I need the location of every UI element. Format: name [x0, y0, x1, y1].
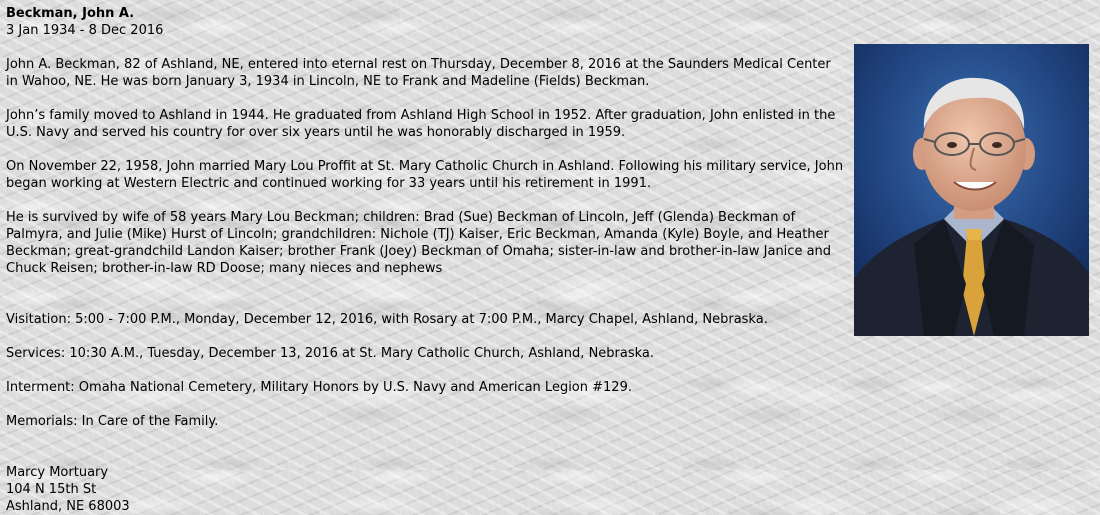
obituary-paragraph-family-history: John’s family moved to Ashland in 1944. He graduated from Ashland High School in 1952. After graduation, John enlisted in the U.S. Navy and served his country for over six years until he was honorably discharged in 1959.: [6, 108, 836, 140]
obituary-paragraph-marriage: On November 22, 1958, John married Mary Lou Proffit at St. Mary Catholic Church in Ashland. Following his military service, John began working at Western Electric and continued working for 33 years until his retirement in 1991.: [6, 159, 844, 191]
visitation-info: Visitation: 5:00 - 7:00 P.M., Monday, December 12, 2016, with Rosary at 7:00 P.M., Marcy Chapel, Ashland, Nebraska.: [6, 312, 768, 327]
obituary-content: [6, 5, 846, 515]
portrait-illustration: [854, 44, 1089, 336]
mortuary-city: Ashland, NE 68003: [6, 499, 130, 514]
mortuary-street: 104 N 15th St: [6, 482, 97, 497]
mortuary-name: Marcy Mortuary: [6, 465, 109, 480]
memorials-info: Memorials: In Care of the Family.: [6, 414, 219, 429]
obituary-paragraph-survivors: He is survived by wife of 58 years Mary Lou Beckman; children: Brad (Sue) Beckman of Lincoln, Jeff (Glenda) Beckman of Palmyra, and Julie (Mike) Hurst of Lincoln; grandchildren: Nichole (TJ) Kaiser, Eric Beckman, Amanda (Kyle) Boyle, and Heather Beckman; great-grandchild Landon Kaiser; brother Frank (Joey) Beckman of Omaha; sister-in-law and brother-in-law Janice and Chuck Reisen; brother-in-law RD Doose; many nieces and nephews: [6, 210, 832, 276]
life-dates: 3 Jan 1934 - 8 Dec 2016: [6, 23, 164, 38]
obituary-paragraph-intro: John A. Beckman, 82 of Ashland, NE, entered into eternal rest on Thursday, December 8, 2016 at the Saunders Medical Center in Wahoo, NE. He was born January 3, 1934 in Lincoln, NE to Frank and Madeline (Fields) Beckman.: [6, 57, 831, 89]
services-info: Services: 10:30 A.M., Tuesday, December 13, 2016 at St. Mary Catholic Church, Ashland, Nebraska.: [6, 346, 655, 361]
mortuary-address: [6, 464, 846, 515]
deceased-name: Beckman, John A.: [6, 6, 135, 21]
portrait-photo: [854, 44, 1089, 336]
interment-info: Interment: Omaha National Cemetery, Military Honors by U.S. Navy and American Legion #129.: [6, 380, 632, 395]
